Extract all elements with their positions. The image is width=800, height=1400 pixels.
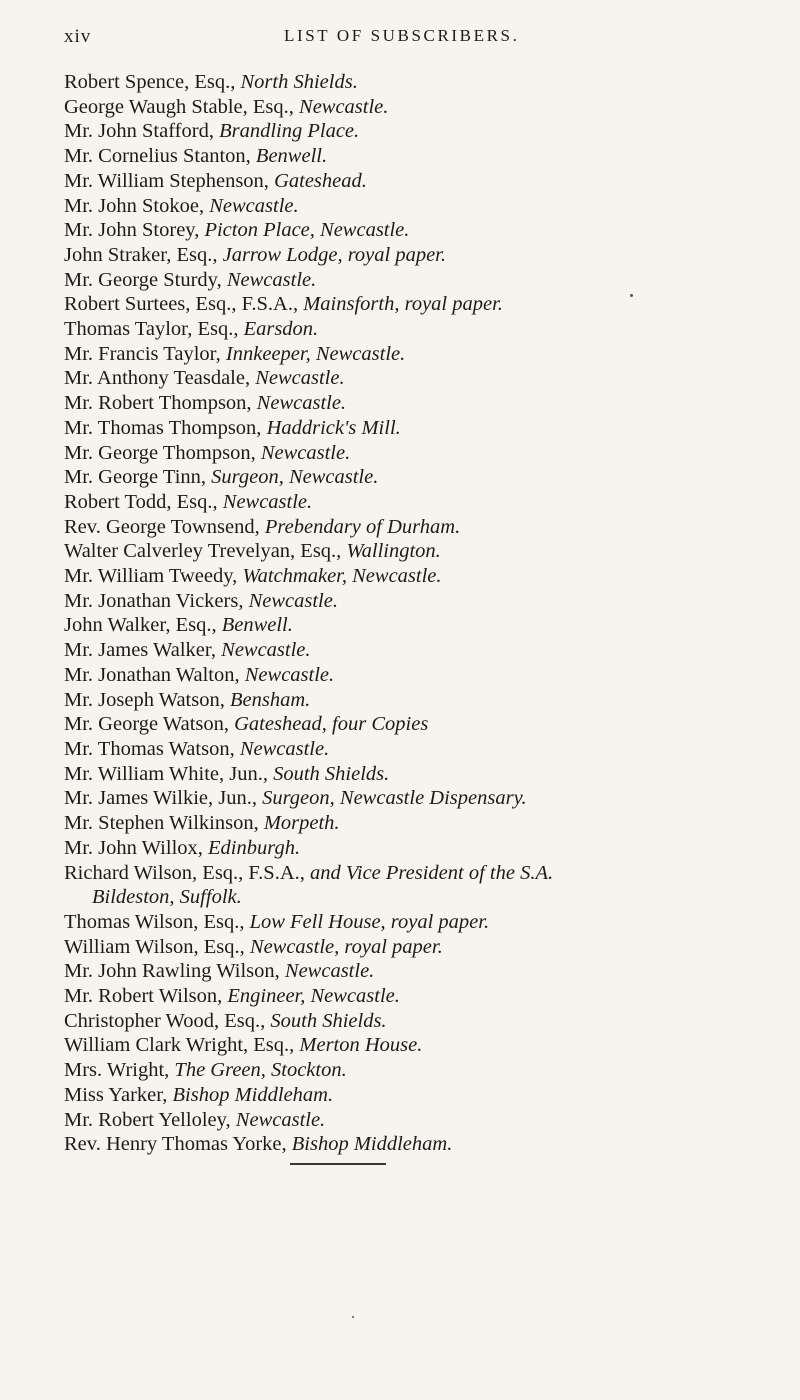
subscriber-entry [64,737,764,762]
subscriber-name: Robert Spence, Esq., [64,71,241,93]
subscriber-name: Mr. Jonathan Walton, [64,663,245,686]
subscriber-place: Surgeon, Newcastle. [211,466,379,489]
subscriber-name: Mr. James Walker, [64,639,222,662]
subscriber-entry [64,1083,764,1108]
subscriber-place: Watchmaker, Newcastle. [242,565,442,588]
paper-speck [630,294,633,297]
subscriber-place: Earsdon. [243,318,319,341]
subscriber-place: Engineer, Newcastle. [227,985,400,1008]
subscriber-entry [64,366,764,391]
subscriber-name: Mr. Cornelius Stanton, [64,145,256,168]
subscriber-name: Mr. Thomas Thompson, [64,416,267,439]
subscriber-entry [64,490,764,515]
subscriber-name: Mr. William Stephenson, [64,169,275,192]
subscriber-place: The Green, Stockton. [174,1059,347,1082]
page-number: xiv [64,26,92,47]
subscriber-entry [64,984,764,1009]
subscriber-name: Mr. John Rawling Wilson, [64,960,285,983]
subscriber-name: Miss Yarker, [64,1083,173,1106]
subscriber-entry [64,638,764,663]
subscriber-entry [64,1058,764,1083]
subscriber-place: Bensham. [229,688,311,711]
subscriber-name: Mr. Robert Thompson, [64,392,257,415]
subscriber-place: Newcastle. [221,639,311,662]
subscriber-place: South Shields. [273,762,390,785]
subscriber-name: Rev. George Townsend, [64,515,265,538]
paper-speck [352,1316,354,1318]
subscriber-name: Mr. George Watson, [64,713,235,736]
subscriber-entry [64,811,764,836]
subscriber-entry [64,342,764,367]
subscriber-entry [64,218,764,243]
subscriber-name: Mr. Thomas Watson, [64,737,240,760]
subscriber-name: Mr. William White, Jun., [64,762,274,785]
subscriber-entry [64,861,764,910]
subscriber-name: John Walker, Esq., [64,614,222,637]
subscriber-entry [64,589,764,614]
subscriber-place: Newcastle, royal paper. [249,935,443,958]
subscriber-entry [64,416,764,441]
subscriber-name: John Straker, Esq., [64,243,223,266]
subscriber-place: Morpeth. [263,812,340,835]
subscriber-entry [64,515,764,540]
subscriber-place: Newcastle. [255,367,345,390]
subscriber-name: Thomas Taylor, Esq., [64,318,244,341]
subscriber-place: Bishop Middleham. [291,1133,453,1156]
subscriber-name: Mr. John Storey, [64,219,205,242]
subscriber-entry [64,268,764,293]
subscriber-place: Newcastle. [244,663,335,686]
subscriber-place: Edinburgh. [208,836,301,859]
subscriber-place: Benwell. [221,614,293,637]
subscriber-place: Newcastle. [284,960,375,983]
subscriber-place: Haddrick's Mill. [266,416,401,439]
subscriber-entry [64,688,764,713]
subscriber-name: Mr. John Stafford, [64,120,220,143]
subscriber-entry [64,762,764,787]
subscriber-place: Newcastle. [235,1108,326,1131]
subscriber-entry [64,539,764,564]
subscriber-name: Mr. Joseph Watson, [64,688,230,711]
subscriber-place: Newcastle. [256,392,347,415]
subscriber-entry [64,1132,764,1157]
subscriber-place: Newcastle. [209,194,299,217]
subscriber-place: Newcastle. [226,268,317,291]
subscriber-name: William Wilson, Esq., [64,935,250,958]
subscriber-name: Mr. John Stokoe, [64,194,210,217]
subscriber-name: Mr. George Sturdy, [64,268,227,291]
subscriber-name: Rev. Henry Thomas Yorke, [64,1133,292,1156]
subscriber-place: Surgeon, Newcastle Dispensary. [262,787,527,810]
subscriber-entry [64,786,764,811]
end-rule [290,1163,386,1165]
subscriber-name: Robert Surtees, Esq., F.S.A., [64,293,304,316]
subscriber-name: Mr. John Willox, [64,836,209,859]
subscriber-place: and Vice President of the S.A. [310,861,554,884]
subscriber-place: South Shields. [270,1009,387,1032]
subscriber-place: Picton Place, Newcastle. [204,219,410,242]
subscriber-entry [64,169,764,194]
subscriber-entry [64,836,764,861]
subscriber-place: North Shields. [240,71,358,93]
subscriber-entry [64,243,764,268]
subscriber-place: Brandling Place. [219,120,360,143]
subscriber-place: Newcastle. [260,441,351,464]
subscriber-place: Gateshead. [274,169,367,192]
subscriber-name: Mr. Francis Taylor, [64,342,226,365]
subscriber-entry [64,712,764,737]
subscriber-name: Mr. Stephen Wilkinson, [64,812,264,835]
subscriber-entry [64,613,764,638]
subscriber-name: Thomas Wilson, Esq., [64,910,250,933]
subscriber-name: Walter Calverley Trevelyan, Esq., [64,540,347,563]
subscriber-name: Christopher Wood, Esq., [64,1009,271,1032]
subscriber-entry [64,465,764,490]
subscriber-entry [64,959,764,984]
subscriber-entry [64,935,764,960]
subscriber-entry [64,194,764,219]
subscriber-place-continued: Bildeston, Suffolk. [92,886,242,909]
page-header [64,26,744,56]
subscriber-name: William Clark Wright, Esq., [64,1034,300,1057]
subscriber-entry [64,441,764,466]
subscriber-place: Benwell. [255,145,328,168]
subscriber-place: Gateshead, four Copies [234,713,429,736]
subscriber-place: Bishop Middleham. [172,1083,334,1106]
subscriber-entry [64,1108,764,1133]
subscriber-name: Mr. James Wilkie, Jun., [64,787,263,810]
subscriber-name: Mr. Anthony Teasdale, [64,367,256,390]
subscriber-entry [64,663,764,688]
subscriber-place: Newcastle. [299,95,389,118]
subscriber-place: Prebendary of Durham. [264,515,461,538]
running-head: LIST OF SUBSCRIBERS. [284,26,520,45]
subscriber-name: Mr. George Thompson, [64,441,261,464]
subscriber-entry [64,119,764,144]
subscriber-place: Jarrow Lodge, royal paper. [222,243,447,266]
subscriber-place: Wallington. [346,540,441,563]
subscriber-entry [64,910,764,935]
subscriber-entry [64,292,764,317]
subscriber-name: Mr. William Tweedy, [64,565,243,588]
subscriber-list [64,70,764,1157]
subscriber-entry [64,1009,764,1034]
subscriber-name: Mr. Robert Yelloley, [64,1108,236,1131]
subscriber-name: Richard Wilson, Esq., F.S.A., [64,861,311,884]
subscriber-place: Low Fell House, royal paper. [249,910,490,933]
subscriber-name: Mr. Jonathan Vickers, [64,589,249,612]
subscriber-entry [64,564,764,589]
subscriber-place: Mainsforth, royal paper. [303,293,503,316]
subscriber-entry [64,95,764,120]
subscriber-entry [64,144,764,169]
subscriber-name: Mr. George Tinn, [64,466,212,489]
subscriber-place: Merton House. [299,1034,423,1057]
subscriber-place: Newcastle. [239,737,330,760]
subscriber-place: Innkeeper, Newcastle. [225,342,406,365]
subscriber-place: Newcastle. [248,589,338,612]
subscriber-entry [64,70,764,95]
subscriber-name: Robert Todd, Esq., [64,490,223,513]
subscriber-place: Newcastle. [222,490,313,513]
subscriber-entry [64,317,764,342]
subscriber-name: Mrs. Wright, [64,1059,175,1082]
subscriber-name: Mr. Robert Wilson, [64,985,228,1008]
subscriber-entry [64,391,764,416]
subscriber-entry [64,1033,764,1058]
subscriber-name: George Waugh Stable, Esq., [64,95,300,118]
